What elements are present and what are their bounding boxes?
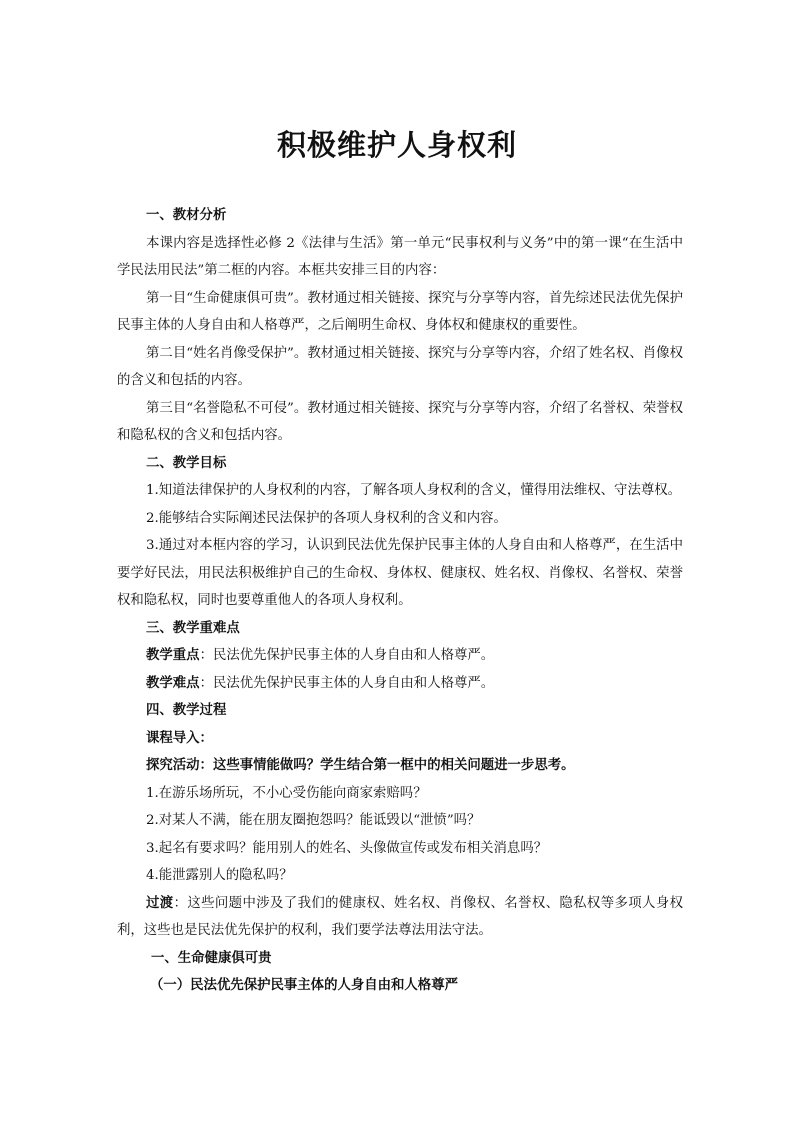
section-heading-key-difficult-points: 三、教学重难点 (146, 619, 240, 636)
goal-item-1: 1.知道法律保护的人身权利的内容，了解各项人身权利的含义，懂得用法维权、守法尊权。 (146, 483, 682, 498)
section-heading-textbook-analysis: 一、教材分析 (146, 207, 227, 223)
exploration-activity: 探究活动：这些事情能做吗？学生结合第一框中的相关问题进一步思考。 (146, 757, 575, 773)
goal-item-2: 2.能够结合实际阐述民法保护的各项人身权利的含义和内容。 (146, 510, 507, 526)
transition-paragraph (117, 890, 683, 945)
key-point-line (117, 642, 683, 670)
subsection-heading-personal-freedom: （一）民法优先保护民事主体的人身自由和人格尊严 (150, 977, 458, 993)
difficult-point-line (117, 670, 683, 698)
paragraph-second-item: 第二目“姓名肖像受保护”。教材通过相关链接、探究与分享等内容，介绍了姓名权、肖像权的含义和包括的内容。 (117, 345, 683, 388)
key-point-text: ：民法优先保护民事主体的人身自由和人格尊严。 (199, 648, 495, 663)
section-heading-teaching-process: 四、教学过程 (146, 702, 227, 718)
key-point-label: 教学重点 (146, 647, 200, 663)
difficult-point-label: 教学难点 (146, 674, 200, 691)
transition-label: 过渡 (146, 894, 174, 911)
paragraph-first-item: 第一目“生命健康俱可贵”。教材通过相关链接、探究与分享等内容，首先综述民法优先保护民事主体的人身自由和人格尊严，之后阐明生命权、身体权和健康权的重要性。 (117, 290, 683, 333)
document-body (117, 202, 683, 1000)
subsection-heading-life-health: 一、生命健康俱可贵 (151, 949, 272, 966)
question-item-2: 2.对某人不满，能在朋友圈抱怨吗？能诋毁以“泄愤”吗？ (146, 813, 481, 828)
course-intro-label: 课程导入： (146, 729, 213, 746)
paragraph-course-content: 本课内容是选择性必修 2《法律与生活》第一单元“民事权利与义务”中的第一课“在生活中学民法用民法”第二框的内容。本框共安排三目的内容： (117, 235, 683, 278)
question-item-1: 1.在游乐场所玩，不小心受伤能向商家索赔吗？ (146, 785, 427, 801)
section-heading-teaching-goals: 二、教学目标 (146, 454, 227, 471)
transition-text: ：这些问题中涉及了我们的健康权、姓名权、肖像权、名誉权、隐私权等多项人身权利，这些也是民法优先保护的权利，我们要学法尊法用法守法。 (117, 895, 684, 938)
paragraph-third-item: 第三目“名誉隐私不可侵”。教材通过相关链接、探究与分享等内容，介绍了名誉权、荣誉权和隐私权的含义和包括内容。 (117, 400, 683, 443)
document-title: 积极维护人身权利 (276, 128, 517, 162)
goal-item-3: 3.通过对本框内容的学习，认识到民法优先保护民事主体的人身自由和人格尊严，在生活中要学好民法，用民法积极维护自己的生命权、身体权、健康权、姓名权、肖像权、名誉权、荣誉权和隐私权，同时也要尊重他人的各项人身权利。 (117, 538, 683, 608)
question-item-3: 3.起名有要求吗？能用别人的姓名、头像做宣传或发布相关消息吗？ (146, 840, 548, 856)
difficult-point-text: ：民法优先保护民事主体的人身自由和人格尊严。 (199, 675, 495, 691)
question-item-4: 4.能泄露别人的隐私吗？ (146, 868, 293, 883)
